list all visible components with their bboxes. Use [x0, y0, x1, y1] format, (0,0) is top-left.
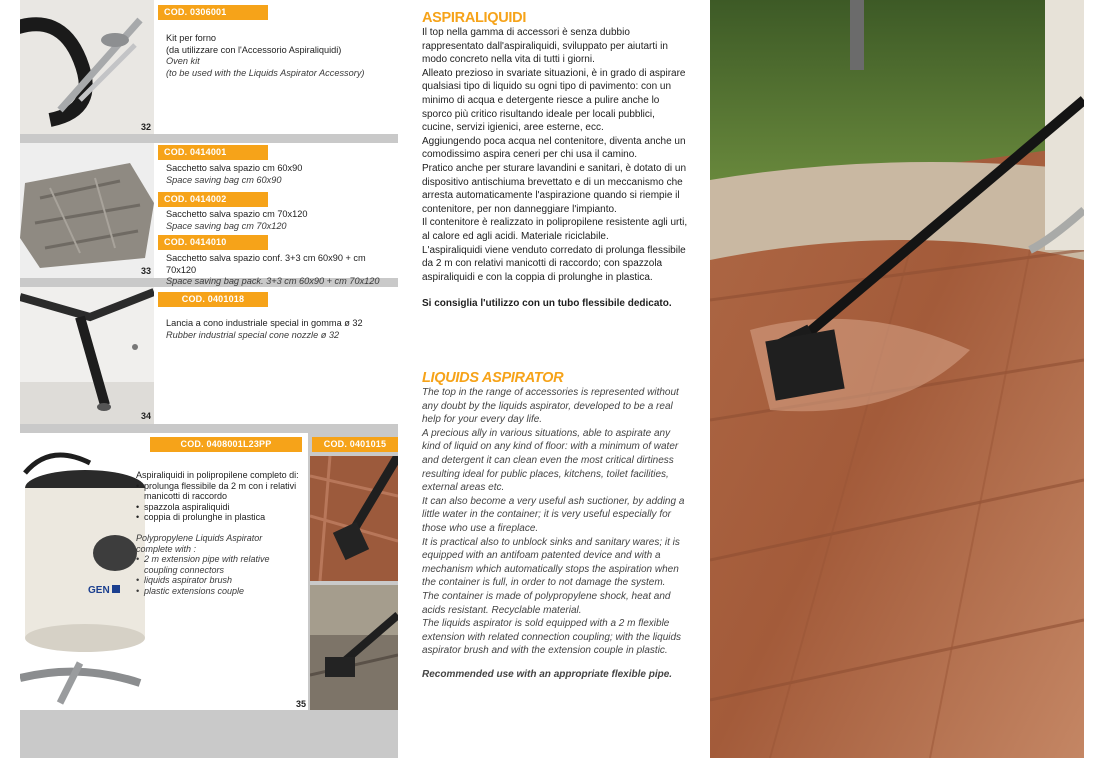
product-description [166, 33, 391, 79]
list-item: • liquids aspirator brush [144, 575, 301, 586]
note-it: Si consiglia l'utilizzo con un tubo flessibile dedicato. [422, 298, 672, 310]
description-en: Rubber industrial special cone nozzle ø 32 [166, 329, 340, 340]
paragraph-it: L'aspiraliquidi viene venduto corredato di prolunga flessibile da 2 m con relativi manicotti di raccordo; con spazzola aspiraliquidi e con la coppia di prolunghe in plastica. [422, 244, 686, 283]
product-description [166, 209, 391, 232]
brush-detail-photo [310, 456, 398, 581]
paragraph-it: Alleato prezioso in svariate situazioni, è in grado di aspirare qualsiasi tipo di liquido su ogni tipo di pavimento: con un minimo di acqua e detergente riesce a pulire anche lo sporco più critico risultando ideale per locali pubblici, cucine, servizi igienici, aree esterne, ecc. [422, 67, 686, 134]
product-code-badge: COD. 0401015 [312, 437, 398, 452]
bullet-list-it [136, 481, 301, 523]
description-en: Space saving bag pack. 3+3 cm 60x90 + cm 70x120 [166, 276, 380, 287]
product-code-badge: COD. 0414001 [158, 145, 268, 160]
right-margin [1084, 0, 1100, 758]
list-item: • coppia di prolunghe in plastica [144, 512, 301, 523]
brand-logo [88, 585, 120, 596]
description-it: (da utilizzare con l'Accessorio Aspiraliquidi) [166, 44, 342, 55]
paragraph-en: It is practical also to unblock sinks and sanitary wares; it is equipped with an antifoam patented device and with a mechanism which automatically stops the aspiration when the container is full, in order to not damage the system. [422, 536, 680, 589]
description-it-title: Aspiraliquidi in polipropilene completo di: [136, 470, 299, 480]
oven-kit-photo [20, 0, 154, 134]
product-description [166, 318, 391, 341]
article-title-it: ASPIRALIQUIDI [422, 10, 527, 26]
bag-photo [20, 143, 154, 278]
description-it: Sacchetto salva spazio cm 70x120 [166, 209, 308, 219]
description-en: Space saving bag cm 70x120 [166, 220, 287, 231]
brand-name: GEN [88, 585, 110, 596]
page-number: 35 [296, 699, 307, 709]
description-en-title: Polypropylene Liquids Aspirator complete with : [136, 532, 263, 554]
paragraph-en: The liquids aspirator is sold equipped with a 2 m flexible extension with related connection coupling; with the liquids aspirator brush and with the extension couple in plastic. [422, 618, 682, 657]
note-en: Recommended use with an appropriate flexible pipe. [422, 668, 673, 680]
description-it: Kit per forno [166, 33, 217, 43]
product-description [166, 163, 391, 186]
description-en: Space saving bag cm 60x90 [166, 174, 282, 185]
page-number: 32 [141, 122, 152, 132]
bullet-list-en [136, 554, 301, 596]
page-number: 34 [141, 411, 152, 421]
brush-floor-photo [310, 585, 398, 710]
list-item: • spazzola aspiraliquidi [144, 502, 301, 513]
article-title-en: LIQUIDS ASPIRATOR [422, 370, 564, 386]
description-en: Oven kit [166, 56, 200, 67]
separator-bar [20, 424, 398, 433]
product-code-badge: COD. 0414002 [158, 192, 268, 207]
product-code-badge: COD. 0414010 [158, 235, 268, 250]
product-description [136, 470, 301, 597]
product-description [166, 253, 396, 288]
list-item: • plastic extensions couple [144, 586, 301, 597]
paragraph-it: Aggiungendo poca acqua nel contenitore, diventa anche un comodissimo aspira ceneri per chi usa il camino. [422, 135, 686, 161]
list-item: • prolunga flessibile da 2 m con i relativi manicotti di raccordo [144, 481, 301, 502]
separator-bar [20, 134, 398, 143]
paragraph-en: A precious ally in various situations, able to aspirate any kind of liquid on any kind of floor: with a minimum of water and detergent it can clean even the most critical dirtiness resulting ideal for public places, kitchens, toilet facilities, external areas etc. [422, 427, 679, 494]
paragraph-it: Il top nella gamma di accessori è senza dubbio rappresentato dall'aspiraliquidi, sviluppato per aiutarti in modo concreto nella vita di tutti i giorni. [422, 27, 668, 66]
list-item: • 2 m extension pipe with relative coupling connectors [144, 554, 301, 575]
description-it: Sacchetto salva spazio cm 60x90 [166, 163, 303, 173]
paragraph-en: The top in the range of accessories is represented without any doubt by the liquids aspirator, developed to be a real help for your every day life. [422, 387, 679, 426]
description-en: (to be used with the Liquids Aspirator Accessory) [166, 67, 365, 78]
article-english [422, 370, 688, 681]
page-number: 33 [141, 266, 152, 276]
product-code-badge: COD. 0306001 [158, 5, 268, 20]
paragraph-it: Pratico anche per sturare lavandini e sanitari, è dotato di un dispositivo antischiuma brevettato e di un meccanismo che arresta automaticamente l'aspirazione quando si riempie il contenitore, per non danneggiare l'impianto. [422, 162, 687, 215]
paragraph-it: Il contenitore è realizzato in polipropilene resistente agli urti, al calore ed agli acidi. Materiale riciclabile. [422, 217, 688, 242]
logo-mark [112, 585, 120, 593]
paragraph-en: The container is made of polypropylene shock, heat and acids resistant. Recyclable material. [422, 590, 671, 616]
nozzle-photo [20, 287, 154, 424]
product-code-badge: COD. 0408001L23PP [150, 437, 302, 452]
paragraph-en: It can also become a very useful ash suctioner, by adding a little water in the container; it is very useful especially for those who use a fireplace. [422, 495, 685, 534]
hero-photo [710, 0, 1084, 758]
article-italian [422, 10, 688, 311]
liquids-aspirator-photo [20, 433, 150, 710]
description-it: Lancia a cono industriale special in gomma ø 32 [166, 318, 363, 328]
description-it: Sacchetto salva spazio conf. 3+3 cm 60x90 + cm 70x120 [166, 253, 366, 275]
product-code-badge: COD. 0401018 [158, 292, 268, 307]
